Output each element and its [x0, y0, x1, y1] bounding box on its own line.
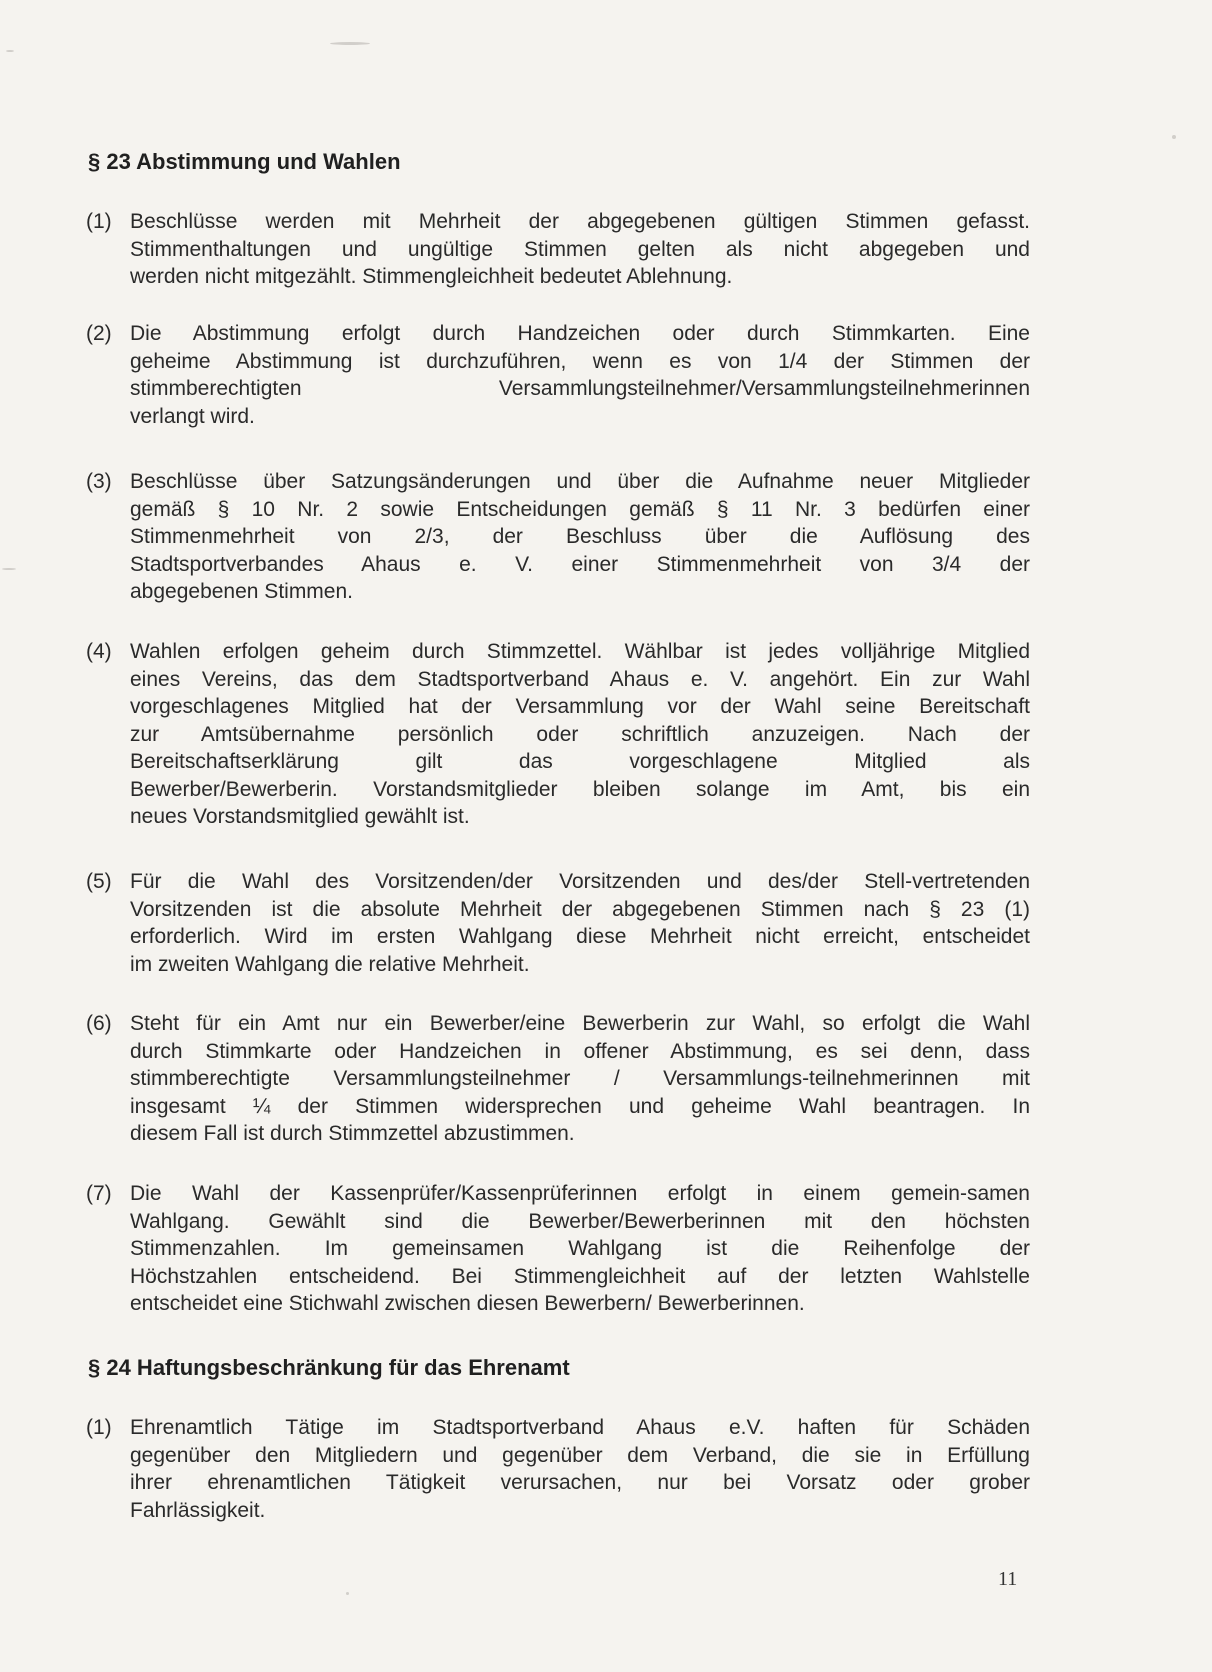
- scan-speck: [346, 1592, 349, 1595]
- text-line: Vorsitzenden ist die absolute Mehrheit der abgegebenen Stimmen nach § 23 (1): [130, 897, 1030, 921]
- text-line: gegenüber den Mitgliedern und gegenüber dem Verband, die sie in Erfüllung: [130, 1443, 1030, 1467]
- section-23-heading: § 23 Abstimmung und Wahlen: [88, 149, 401, 174]
- text-line: Wahlen erfolgen geheim durch Stimmzettel. Wählbar ist jedes volljährige Mitglied: [130, 640, 1030, 663]
- scan-speck: [2, 568, 16, 570]
- text-line: abgegebenen Stimmen.: [130, 580, 353, 603]
- text-line: werden nicht mitgezählt. Stimmengleichheit bedeutet Ablehnung.: [130, 265, 733, 288]
- text-line: Bewerber/Bewerberin. Vorstandsmitglieder bleiben solange im Amt, bis ein: [130, 777, 1030, 801]
- text-line: verlangt wird.: [130, 404, 255, 428]
- text-line: stimmberechtigten Versammlungsteilnehmer/Versammlungsteilnehmerinnen: [130, 377, 1030, 400]
- text-line: Stimmenthaltungen und ungültige Stimmen gelten als nicht abgegeben und: [130, 237, 1030, 261]
- text-line: stimmberechtigte Versammlungsteilnehmer / Versammlungs-teilnehmerinnen mit: [130, 1067, 1030, 1090]
- section-24-paragraph-1: [86, 1414, 1030, 1524]
- text-line: Die Abstimmung erfolgt durch Handzeichen oder durch Stimmkarten. Eine: [130, 322, 1030, 345]
- text-line: im zweiten Wahlgang die relative Mehrheit.: [130, 952, 530, 976]
- section-23-paragraph-7: [86, 1180, 1030, 1318]
- text-line: Stimmenzahlen. Im gemeinsamen Wahlgang ist die Reihenfolge der: [130, 1237, 1030, 1260]
- text-line: Ehrenamtlich Tätige im Stadtsportverband Ahaus e.V. haften für Schäden: [130, 1416, 1030, 1439]
- text-line: Bereitschaftserklärung gilt das vorgeschlagene Mitglied als: [130, 750, 1030, 773]
- text-line: Stimmenmehrheit von 2/3, der Beschluss über die Auflösung des: [130, 525, 1030, 548]
- text-line: Steht für ein Amt nur ein Bewerber/eine Bewerberin zur Wahl, so erfolgt die Wahl: [130, 1012, 1030, 1035]
- text-line: Stadtsportverbandes Ahaus e. V. einer Stimmenmehrheit von 3/4 der: [130, 552, 1030, 576]
- text-line: vorgeschlagenes Mitglied hat der Versammlung vor der Wahl seine Bereitschaft: [130, 695, 1030, 718]
- text-line: erforderlich. Wird im ersten Wahlgang diese Mehrheit nicht erreicht, entscheidet: [130, 925, 1030, 948]
- paragraph-number: (2): [86, 322, 112, 345]
- paragraph-number: (1): [86, 210, 112, 233]
- text-line: diesem Fall ist durch Stimmzettel abzustimmen.: [130, 1122, 575, 1145]
- paragraph-number: (6): [86, 1012, 112, 1035]
- text-line: Beschlüsse über Satzungsänderungen und über die Aufnahme neuer Mitglieder: [130, 470, 1030, 493]
- text-line: entscheidet eine Stichwahl zwischen diesen Bewerbern/ Bewerberinnen.: [130, 1292, 805, 1315]
- text-line: Höchstzahlen entscheidend. Bei Stimmengleichheit auf der letzten Wahlstelle: [130, 1264, 1030, 1288]
- section-23-paragraph-4: [86, 638, 1030, 831]
- paragraph-number: (4): [86, 640, 112, 663]
- section-24-heading: § 24 Haftungsbeschränkung für das Ehrenamt: [88, 1355, 570, 1380]
- text-line: durch Stimmkarte oder Handzeichen in offener Abstimmung, es sei denn, dass: [130, 1039, 1030, 1063]
- text-line: Fahrlässigkeit.: [130, 1498, 266, 1522]
- text-line: zur Amtsübernahme persönlich oder schriftlich anzuzeigen. Nach der: [130, 722, 1030, 746]
- scan-speck: [330, 42, 370, 45]
- text-line: eines Vereins, das dem Stadtsportverband Ahaus e. V. angehört. Ein zur Wahl: [130, 667, 1030, 691]
- text-line: insgesamt ¼ der Stimmen widersprechen und geheime Wahl beantragen. In: [130, 1094, 1030, 1118]
- section-23-paragraph-6: [86, 1010, 1030, 1148]
- paragraph-number: (3): [86, 470, 112, 493]
- paragraph-number: (5): [86, 870, 112, 893]
- paragraph-number: (7): [86, 1182, 112, 1205]
- section-23-paragraph-5: [86, 868, 1030, 978]
- scan-speck: [1172, 135, 1176, 139]
- text-line: gemäß § 10 Nr. 2 sowie Entscheidungen gemäß § 11 Nr. 3 bedürfen einer: [130, 497, 1030, 521]
- text-line: geheime Abstimmung ist durchzuführen, wenn es von 1/4 der Stimmen der: [130, 349, 1030, 373]
- text-line: Für die Wahl des Vorsitzenden/der Vorsitzenden und des/der Stell-vertretenden: [130, 870, 1030, 893]
- section-23-paragraph-1: [86, 208, 1030, 291]
- text-line: Die Wahl der Kassenprüfer/Kassenprüferinnen erfolgt in einem gemein-samen: [130, 1182, 1030, 1205]
- text-line: Wahlgang. Gewählt sind die Bewerber/Bewerberinnen mit den höchsten: [130, 1209, 1030, 1233]
- paragraph-number: (1): [86, 1416, 112, 1439]
- page-number: 11: [998, 1568, 1018, 1590]
- text-line: neues Vorstandsmitglied gewählt ist.: [130, 805, 470, 828]
- text-line: ihrer ehrenamtlichen Tätigkeit verursachen, nur bei Vorsatz oder grober: [130, 1471, 1030, 1494]
- scan-speck: [6, 50, 14, 52]
- section-23-paragraph-3: [86, 468, 1030, 606]
- text-line: Beschlüsse werden mit Mehrheit der abgegebenen gültigen Stimmen gefasst.: [130, 210, 1030, 233]
- section-23-paragraph-2: [86, 320, 1030, 430]
